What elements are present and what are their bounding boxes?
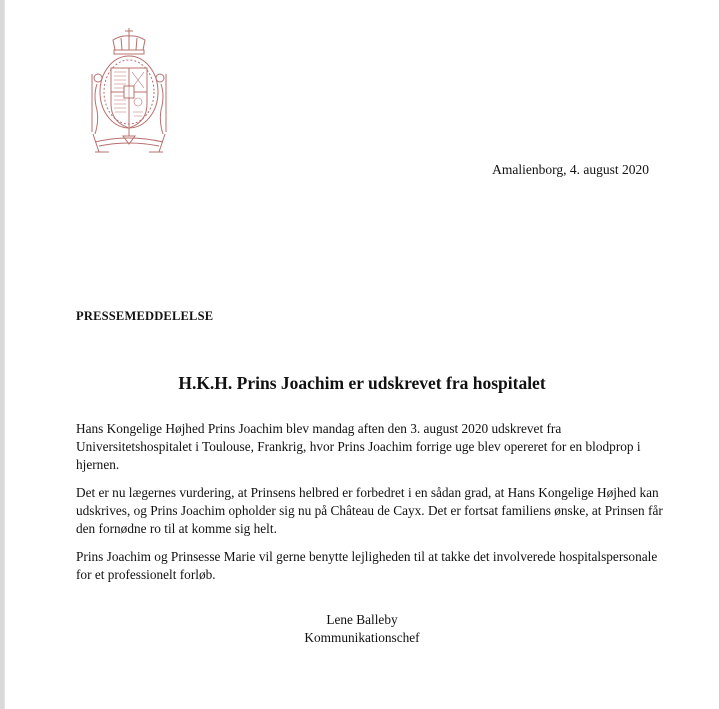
document-type-label: PRESSEMEDDELELSE <box>76 309 214 323</box>
royal-coat-of-arms-icon <box>89 26 169 158</box>
signature-block <box>5 611 719 647</box>
signature-title: Kommunikationschef <box>304 630 420 645</box>
dateline: Amalienborg, 4. august 2020 <box>492 162 649 177</box>
body-paragraph-2: Det er nu lægernes vurdering, at Prinsens helbred er forbedret i en sådan grad, at Hans Kongelige Højhed kan udskrives, og Prins Joachim opholder sig nu på Château de Cayx. Det er fortsat familiens ønske, at Prinsen får den fornødne ro til at komme sig helt. <box>76 485 663 536</box>
signature-name: Lene Balleby <box>326 612 398 627</box>
press-release-page <box>4 0 720 709</box>
body-paragraph-1: Hans Kongelige Højhed Prins Joachim blev mandag aften den 3. august 2020 udskrevet fra Universitetshospitalet i Toulouse, Frankrig, hvor Prins Joachim forrige uge blev opereret for en blodprop i hjernen. <box>76 421 641 472</box>
headline: H.K.H. Prins Joachim er udskrevet fra hospitalet <box>178 373 546 393</box>
body-paragraph-3: Prins Joachim og Prinsesse Marie vil gerne benytte lejligheden til at takke det involverede hospitalspersonale for et professionelt forløb. <box>76 549 658 582</box>
